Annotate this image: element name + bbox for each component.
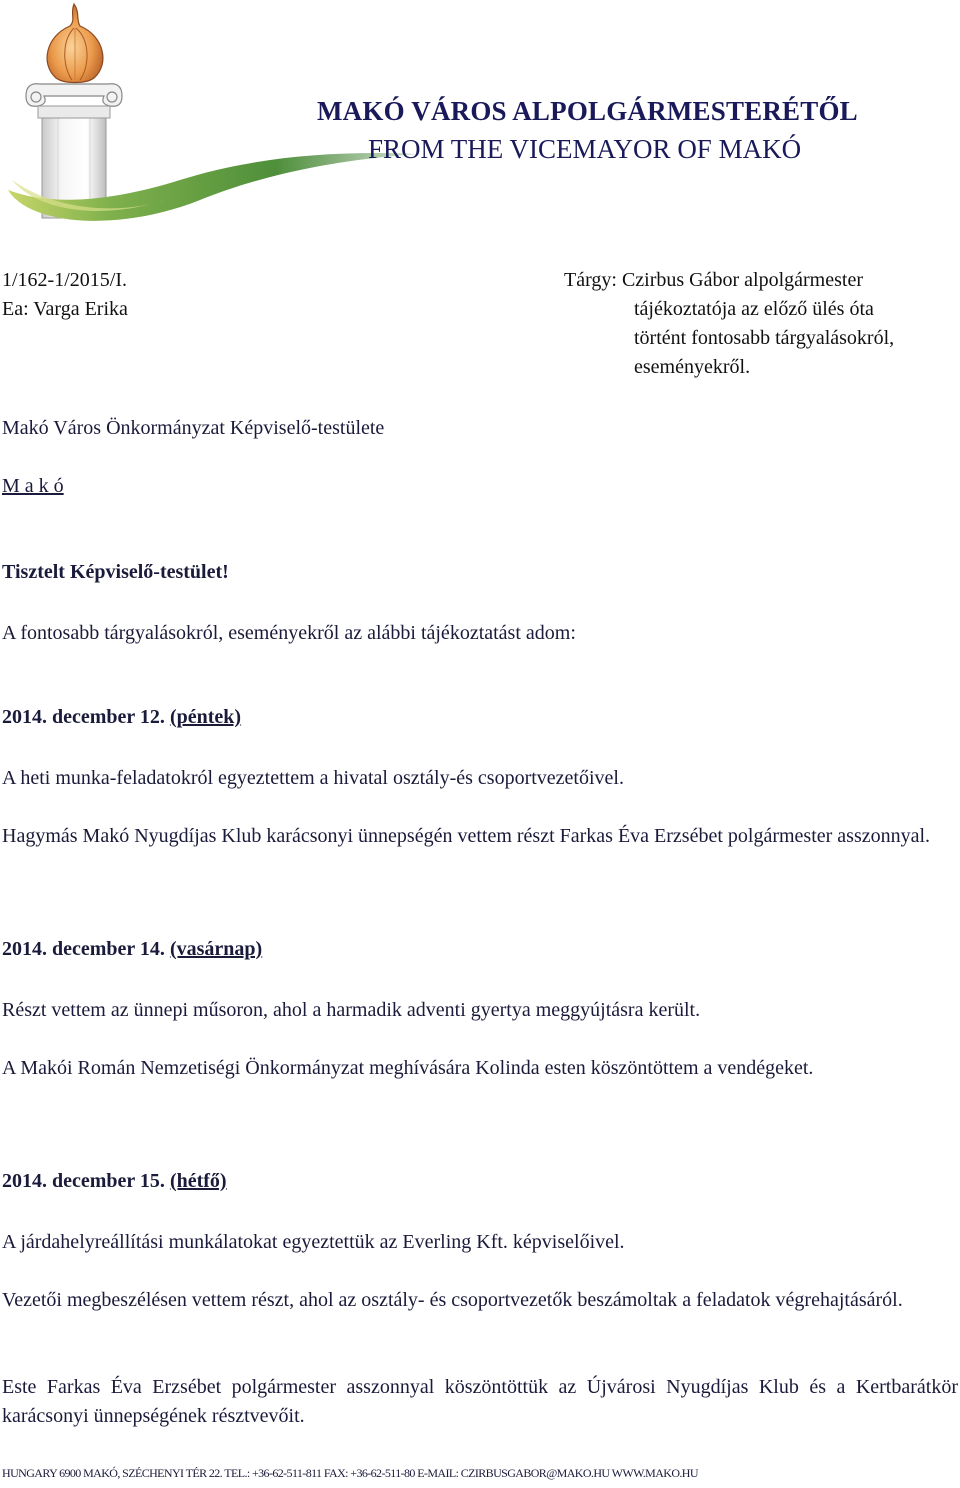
subject-line-3: történt fontosabb tárgyalásokról, [634, 327, 895, 349]
addressee-city: M a k ó [2, 475, 64, 497]
letterhead-title-hungarian: MAKÓ VÁROS ALPOLGÁRMESTERÉTŐL [317, 96, 858, 126]
subject-line-4: eseményekről. [634, 356, 751, 378]
entry-paragraph: A heti munka-feladatokról egyeztettem a hivatal osztály-és csoportvezetőivel. [2, 767, 624, 789]
addressee-body: Makó Város Önkormányzat Képviselő-testülete [2, 417, 385, 439]
letterhead-footer-contact: HUNGARY 6900 MAKÓ, SZÉCHENYI TÉR 22. TEL.: +36-62-511-811 FAX: +36-62-511-80 E-MAIL: CZIRBUSGABOR@MAKO.HU WWW.MAKO.HU [2, 1466, 698, 1480]
entry-paragraph: Részt vettem az ünnepi műsoron, ahol a harmadik adventi gyertya meggyújtásra került. [2, 999, 701, 1021]
entry-paragraph: Hagymás Makó Nyugdíjas Klub karácsonyi ünnepségén vettem részt Farkas Éva Erzsébet polgármester asszonnyal. [2, 825, 931, 847]
reference-handler: Ea: Varga Erika [2, 298, 128, 320]
entry-paragraph: A járdahelyreállítási munkálatokat egyeztettük az Everling Kft. képviselőivel. [2, 1231, 625, 1253]
reference-number: 1/162-1/2015/I. [2, 269, 127, 291]
entry-heading [2, 706, 241, 729]
entry-date: 2014. december 14. [2, 938, 165, 960]
entry-heading [2, 938, 262, 961]
entry-date: 2014. december 15. [2, 1170, 165, 1192]
subject-line-2: tájékoztatója az előző ülés óta [634, 298, 874, 320]
entry-day: (hétfő) [169, 1170, 227, 1192]
salutation: Tisztelt Képviselő-testület! [2, 561, 229, 583]
entry-paragraph: Vezetői megbeszélésen vettem részt, ahol az osztály- és csoportvezetők beszámoltak a feladatok végrehajtásáról. [2, 1289, 903, 1311]
subject-line-1: Tárgy: Czirbus Gábor alpolgármester [564, 269, 863, 291]
letterhead-title-english: FROM THE VICEMAYOR OF MAKÓ [368, 134, 802, 164]
entry-heading [2, 1170, 227, 1193]
entry-day: (vasárnap) [169, 938, 263, 960]
entry-paragraph: A Makói Román Nemzetiségi Önkormányzat meghívására Kolinda esten köszöntöttem a vendégeket. [2, 1057, 814, 1079]
intro-paragraph: A fontosabb tárgyalásokról, eseményekről az alábbi tájékoztatást adom: [2, 622, 576, 644]
entry-day: (péntek) [169, 706, 242, 728]
entry-date: 2014. december 12. [2, 706, 165, 728]
entry-paragraph: Este Farkas Éva Erzsébet polgármester asszonnyal köszöntöttük az Újvárosi Nyugdíjas Klub és a Kertbarátkör karácsonyi ünnepségének résztvevőit. [2, 1376, 958, 1427]
